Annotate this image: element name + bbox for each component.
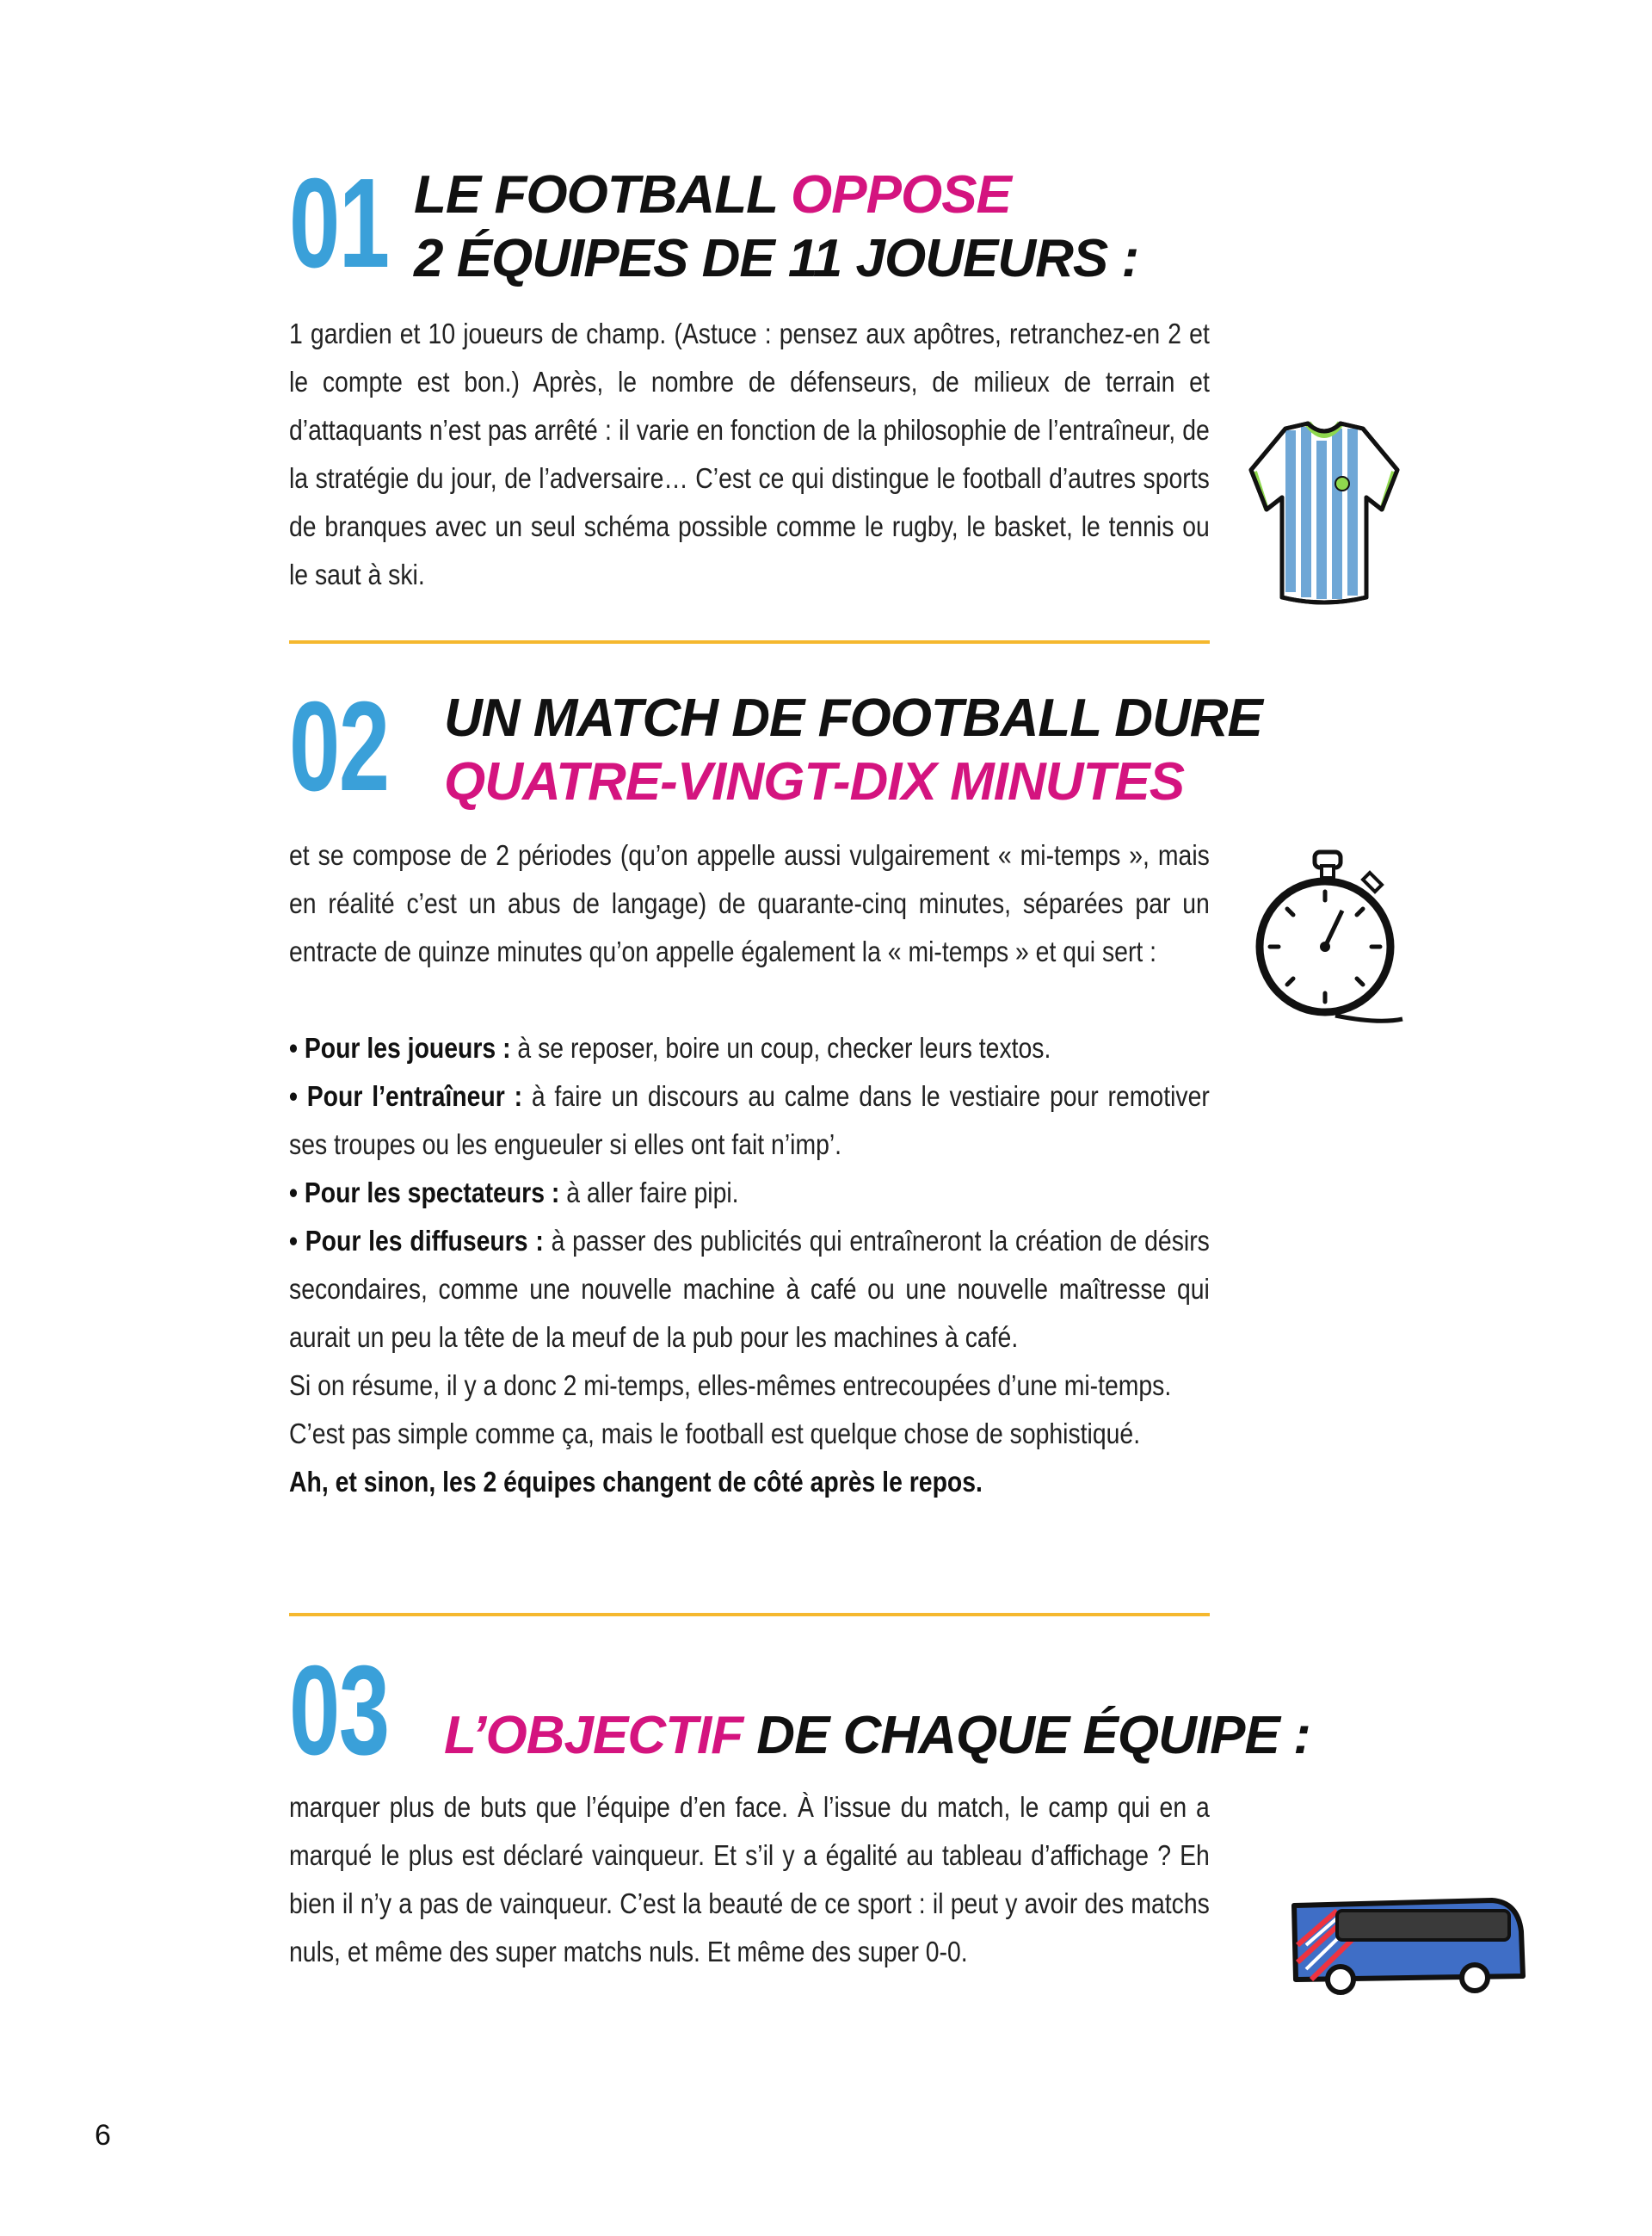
section-number: 01	[289, 152, 389, 294]
section-title: LE FOOTBALL OPPOSE 2 ÉQUIPES DE 11 JOUEURS :	[414, 165, 1139, 288]
section-01	[289, 152, 1210, 599]
section-title: L’OBJECTIF DE CHAQUE ÉQUIPE :	[444, 1706, 1310, 1765]
intro-paragraph: et se compose de 2 périodes (qu’on appelle aussi vulgairement « mi-temps », mais en réalité c’est un abus de langage) de quarante-cinq minutes, séparées par un entracte de quinze minutes qu’on appelle également la « mi-temps » et qui sert :	[289, 839, 1210, 967]
closing-line: Ah, et sinon, les 2 équipes changent de côté après le repos.	[289, 1466, 983, 1498]
section-number: 02	[289, 676, 389, 818]
section-number: 03	[289, 1640, 389, 1782]
summary-line: C’est pas simple comme ça, mais le football est quelque chose de sophistiqué.	[289, 1418, 1141, 1449]
bullet-item: • Pour l’entraîneur : à faire un discours au calme dans le vestiaire pour remotiver ses troupes ou les engueuler si elles ont fait n’imp’.	[289, 1080, 1210, 1160]
section-01-body: 1 gardien et 10 joueurs de champ. (Astuce : pensez aux apôtres, retranchez-en 2 et le compte est bon.) Après, le nombre de défenseurs, de milieux de terrain et d’attaquants n’est pas arrêté : il varie en fonction de la philosophie de l’entraîneur, de la stratégie du jour, de l’adversaire… C’est ce qui distingue le football d’autres sports de branques avec un seul schéma possible comme le rugby, le basket, le tennis ou le saut à ski.	[289, 318, 1210, 590]
section-02-heading	[289, 676, 1262, 818]
section-01-heading	[289, 152, 1210, 294]
jersey-icon	[1246, 420, 1402, 609]
summary-line: Si on résume, il y a donc 2 mi-temps, elles-mêmes entrecoupées d’une mi-temps.	[289, 1369, 1172, 1401]
section-03-body: marquer plus de buts que l’équipe d’en face. À l’issue du match, le camp qui en a marqué le plus est déclaré vainqueur. Et s’il y a égalité au tableau d’affichage ? Eh bien il n’y a pas de vainqueur. C’est la beauté de ce sport : il peut y avoir des matchs nuls, et même des super matchs nuls. Et même des super 0-0.	[289, 1791, 1210, 1967]
bullet-item: • Pour les spectateurs : à aller faire pipi.	[289, 1177, 739, 1208]
section-02-body	[289, 831, 1210, 1506]
stopwatch-icon	[1249, 847, 1406, 1036]
bullet-item: • Pour les joueurs : à se reposer, boire un coup, checker leurs textos.	[289, 1032, 1051, 1064]
divider	[289, 640, 1210, 644]
section-title: UN MATCH DE FOOTBALL DURE QUATRE-VINGT-DIX MINUTES	[444, 689, 1262, 812]
page-number: 6	[95, 2119, 111, 2152]
bullet-item: • Pour les diffuseurs : à passer des publicités qui entraîneront la création de désirs secondaires, comme une nouvelle machine à café ou une nouvelle maîtresse qui aurait un peu la tête de la meuf de la pub pour les machines à café.	[289, 1225, 1210, 1353]
bus-icon	[1285, 1893, 1528, 1997]
section-03-heading	[289, 1640, 1310, 1782]
section-03	[289, 1640, 1310, 1976]
section-02	[289, 676, 1262, 1506]
divider	[289, 1613, 1210, 1616]
